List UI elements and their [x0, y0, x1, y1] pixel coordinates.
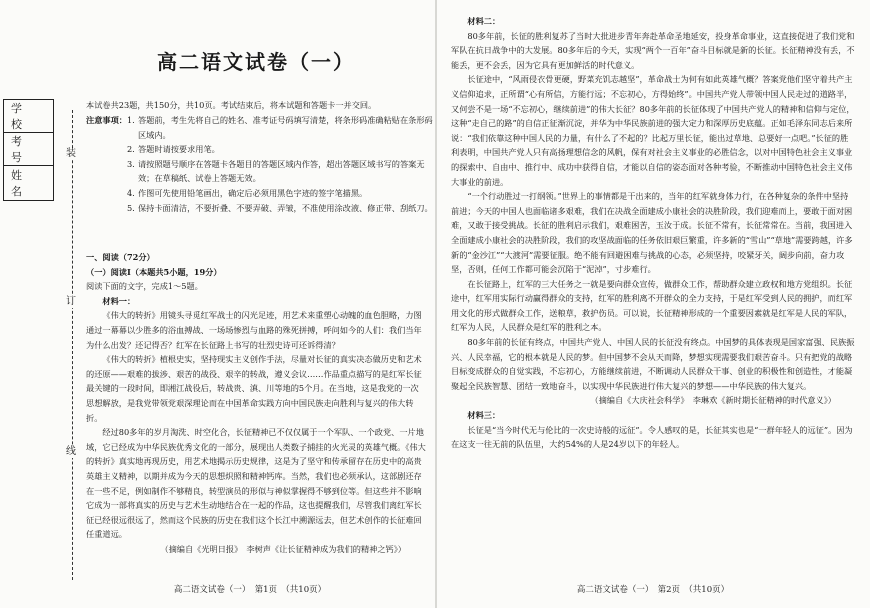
exam-intro: 本试卷共23题，共150分，共10页。考试结束后，将本试题和答题卡一并交回。 [86, 100, 377, 110]
material-2-paragraph: 长征途中，“风雨侵衣骨更硬，野菜充饥志越坚”，革命战士为何有如此英雄气概？答案党他们坚守着共产主义信仰追求，正所谓“心有所信，方能行远；不忘初心，方得始终”。中国共产党人带领中国人民走过的道路半，又何尝不是一场“不忘初心，继续前进”的伟大长征？80多年前的长征体现了中国共产党人的精神和信仰与定位，这种“走自己的路”的自信正征渐沉淀，并华为中华民族前进的强大定力和深厚历史底蕴。正如毛泽东同志后来所说：“我们依靠这种中国人民的力量，有什么了不起的？比起万里长征，能出过草地、总要好一点吧。”长征的胜利表明，中国共产党人只有高扬理想信念的风帆，保有对社会主义事业的必胜信念，以对中国特色社会主义事业的探索中、自由中、推行中、成功中获得自信，才能以自信的姿态面对各种考验，不断推动中国特色社会主义伟大事业的前进。 [451, 74, 855, 187]
notice-label: 注意事项： [86, 115, 127, 125]
notice-block [86, 113, 436, 215]
exam-page-2 [437, 0, 870, 608]
page-1-footer: 高二语文试卷（一） 第1页 （共10页） [173, 585, 327, 595]
school-field[interactable]: 学 校 [4, 100, 53, 133]
binding-char-zhuang: 装 [66, 148, 76, 159]
material-2-paragraph: 80多年前，长征的胜利复苏了当时大批进步青年奔赴革命圣地延安，投身革命事业，这直接促进了我们党和军队在抗日战争中的大发展。80多年后的今天，实现“两个一百年”奋斗目标就是新的长征。长征精神没有丢，不能丢，更不会丢，因为它具有更加鲜活的时代意义。 [451, 30, 855, 70]
material-2-paragraph: 在长征路上，红军的三大任务之一就是要向群众宣传，做群众工作，帮助群众建立政权和地方党组织。长征途中，红军用实际行动赢得群众的支持，红军的胜利离不开群众的全力支持，于是红军受到人民的拥护，而红军用文化的形式做群众工作，送粮草，救护伤员。可以说，长征精神形成的一个重要因素就是红军是人民的军队，红军为人民，人民群众是红军的胜利之本。 [451, 278, 853, 333]
material-2-paragraph: 80多年前的长征有终点，中国共产党人、中国人民的长征没有终点。中国梦的具体表现是国家富强、民族振兴、人民幸福，它的根本就是人民的梦。但中国梦不会从天而降，梦想实现需要我们艰苦奋斗。只有把党的战略目标变成群众的自觉实践，不忘初心，方能继续前进，不断调动人民群众干事、创业的积极性和创造性，才能凝聚起全民族智慧、团结一致地奋斗，以实现中华民族进行伟大复兴的梦想——中华民族的伟大复兴。 [451, 337, 855, 391]
notice-item: 4. 作图可先使用铅笔画出，确定后必须用黑色字迹的签字笔描黑。 [126, 187, 368, 198]
exam-number-field[interactable]: 考 号 [4, 133, 53, 166]
material-1-paragraph: 《伟大的转折》植根史实，坚持现实主义创作手法，尽量对长征的真实决态做历史和艺术的还原——艰难的拔涉、艰苦的战役、艰辛的转战，遵义会议……作品重点描写的是红军长征最关键的一段时间，即湘江战役后，转战贵、滇、川等地的5个月。在当地，这是我党的一次思想解放，是我党带领党艰深理论而在中国革命实践方向中国民族走向胜利与复兴的伟大转折。 [86, 354, 422, 423]
material-1-label: 材料一： [102, 295, 136, 306]
binding-dashed-line [72, 110, 73, 580]
material-2-source: （摘编自《大庆社会科学》 李琳欢《新时期长征精神的时代意义》） [590, 395, 836, 406]
material-3-label: 材料三： [467, 410, 501, 421]
binding-char-ding: 订 [66, 296, 76, 307]
subsection-heading: （一）阅读Ⅰ（本题共5小题，19分） [86, 266, 222, 277]
material-1-paragraph: 《伟大的转折》用镜头寻觅红军战士的闪光足迹，用艺术来重塑心动魄的血色胆略，力图通过一幕幕以少胜多的浴血搏战、一场场惨烈与血路的殊死拼搏，呼问如今的人们：我们当年为什么出发？还记得否？红军在长征路上书写的壮烈史诗可还诉得清？ [86, 310, 422, 350]
section-heading: 一、阅读（72分） [86, 252, 155, 262]
notice-item: 2. 答题时请按要求用笔。 [126, 144, 220, 155]
material-2-label: 材料二： [467, 16, 501, 26]
material-3-paragraph: 长征是“当今时代无与伦比的一次史诗般的远征”。令人感叹的是，长征其实也是“一群年轻人的远征”。因为在这支一往无前的队伍里，大约54%的人是24岁以下的年轻人。 [451, 424, 853, 450]
binding-char-xian: 线 [66, 446, 76, 457]
notice-item: 3. 请按照题号顺序在答题卡各题目的答题区域内作答，超出答题区域书写的答案无效；在草稿纸、试卷上答题无效。 [126, 158, 425, 184]
material-1-paragraph: 经过80多年的岁月淘洗、时空化合，长征精神已不仅仅属于一个军队、一个政党、一片地域，它已经成为中华民族优秀文化的一部分，展现出人类数子捕挂的火光灵的英雄气概。《伟大的转折》真实地再现历史，用艺术地揭示历史规律，这是为了坚守和传承留存在历史中的高贵英雄主义精神，以期并成为今天的思想炽照和精神钙库。当然，我们也必须承认，这部剧还存在一些不足，例如制作不够精良，转型演员的形似与神似掌握得不够到位等。但这些并不影响它成为一部将真实的历史与艺术生动地结合在一起的作品，这也提醒我们，尽管我们离红军长征已经很远很远了，然而这个民族的历史在我们这个长江中溯源远去，但艺术创作的长征难回任重道远。 [86, 427, 426, 540]
material-2-paragraph: “一个行动胜过一打纲领。”世界上的事情都是干出来的，当年的红军就身体力行，在各种复杂的条件中坚持前进；今天的中国人也面临诸多艰难，我们在决战全面建成小康社会的决胜阶段，我们迎难而上，要敢于面对困难，又敢于接受挑战。长征的胜利启示我们，艰难困苦，玉汝于成。长征不常有，长征常常在。当前，我国进入全面建成小康社会的决胜阶段，我们的攻坚战面临的任务依旧艰巨繁重，许多新的“雪山”“草地”需要跨越，许多新的“金沙江”“大渡河”需要征服。绝不能有回避困难与挑战的心态，必须坚持，咬紧牙关，阔步向前，奋力攻坚，否则，任何工作都可能会沉陷于“泥淖”，寸步难行。 [451, 191, 853, 275]
notice-list [127, 113, 436, 215]
exam-title: 高二语文试卷（一） [157, 50, 355, 74]
reading-section [86, 250, 426, 556]
reading-instruction: 阅读下面的文字，完成1～5题。 [86, 281, 203, 292]
binding-strip [0, 0, 80, 608]
name-field[interactable]: 姓 名 [11, 168, 32, 198]
page-2-content [451, 14, 856, 452]
student-info-box [3, 99, 54, 201]
material-1-source: （摘编自《光明日报》 李树声《让长征精神成为我们的精神之钙》） [160, 543, 406, 554]
notice-item: 5. 保持卡面清洁，不要折叠、不要弄破、弄皱，不准使用涂改液、修正带、刮纸刀。 [126, 202, 433, 213]
notice-item: 1. 答题前，考生先将自己的姓名、准考证号码填写清楚，将条形码准确粘贴在条形码区域内。 [126, 115, 433, 140]
page-2-footer: 高二语文试卷（一） 第2页 （共10页） [576, 585, 730, 595]
